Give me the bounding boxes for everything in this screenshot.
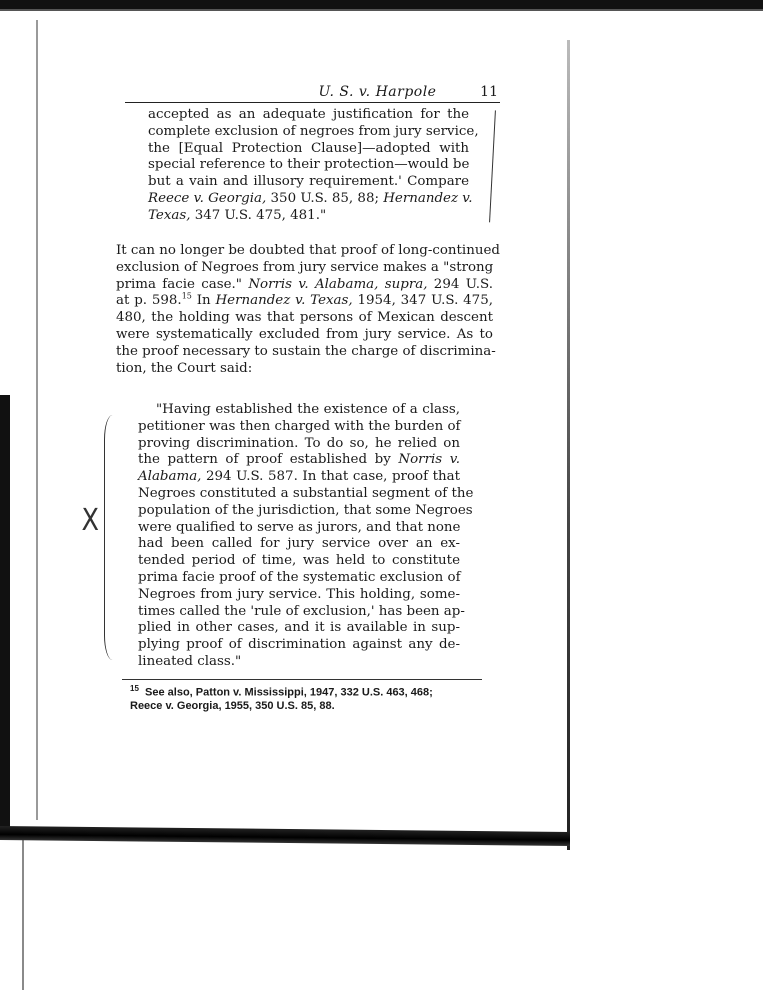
quote2-line: Alabama, 294 U.S. 587. In that case, proof that [138, 469, 460, 485]
quote2-line: plying proof of discrimination against any de- [138, 637, 460, 653]
para-line: were systematically excluded from jury service. As to [116, 326, 493, 342]
quote2-line: lineated class." [138, 653, 242, 669]
quote2-line: the pattern of proof established by Norris v. [138, 452, 460, 468]
quote2-line: were qualified to serve as jurors, and that none [138, 519, 461, 535]
quote1-line: Texas, 347 U.S. 475, 481." [148, 207, 327, 223]
quote2-line: petitioner was then charged with the burden of [138, 418, 461, 434]
quote2-line: population of the jurisdiction, that some Negroes [138, 502, 473, 518]
page-header [125, 84, 500, 103]
handwritten-x-mark: X [81, 503, 100, 538]
quote2-line: proving discrimination. To do so, he relied on [138, 435, 460, 451]
quote1-line: special reference to their protection—would be [148, 157, 470, 173]
quote1-line: accepted as an adequate justification for the [148, 107, 469, 122]
page-bottom-edge [0, 826, 570, 846]
para-line: at p. 598.15 In Hernandez v. Texas, 1954, 347 U.S. 475, [116, 291, 493, 309]
quote2-line: Negroes from jury service. This holding, some- [138, 586, 460, 602]
scan-top-border [0, 0, 763, 9]
block-quote-continued [148, 107, 479, 225]
body-paragraph [116, 243, 500, 377]
para-line: prima facie case." Norris v. Alabama, supra, 294 U.S. [116, 276, 493, 292]
footnote-line-1 [130, 682, 480, 700]
footnote-marker: 15 [130, 684, 139, 693]
quote1-line: Reece v. Georgia, 350 U.S. 85, 88; Hernandez v. [148, 190, 473, 206]
para-line: exclusion of Negroes from jury service makes a "strong [116, 259, 494, 275]
scan-left-shadow [0, 395, 10, 840]
quote1-line: complete exclusion of negroes from jury service, [148, 123, 479, 139]
quote2-line: Negroes constituted a substantial segment of the [138, 485, 474, 501]
scan-left-edge-lower [22, 840, 24, 990]
quote2-line: times called the 'rule of exclusion,' has been ap- [138, 603, 465, 619]
quote2-line: "Having established the existence of a class, [156, 402, 460, 417]
para-line: 480, the holding was that persons of Mexican descent [116, 310, 493, 326]
quote2-line: tended period of time, was held to constitute [138, 553, 460, 569]
quote2-line: plied in other cases, and it is available in sup- [138, 620, 460, 636]
quote2-line: prima facie proof of the systematic exclusion of [138, 569, 461, 585]
quote1-line: but a vain and illusory requirement.' Compare [148, 174, 469, 190]
page-right-edge [567, 40, 570, 850]
footnote-text-2: Reece v. Georgia, 1955, 350 U.S. 85, 88. [130, 699, 335, 712]
running-head: U. S. v. Harpole [318, 84, 437, 100]
page-number: 11 [480, 84, 498, 100]
footnote-rule [122, 679, 482, 680]
scan-left-edge [36, 20, 38, 820]
block-quote-hernandez [138, 402, 474, 671]
footnote [130, 682, 480, 713]
para-line: tion, the Court said: [116, 360, 253, 376]
margin-bracket-left [104, 415, 121, 660]
quote2-line: had been called for jury service over an ex- [138, 536, 460, 552]
para-line: the proof necessary to sustain the charge of discrimina- [116, 343, 496, 359]
para-line: It can no longer be doubted that proof of long-continued [116, 243, 500, 258]
footnote-text-1: See also, Patton v. Mississippi, 1947, 332 U.S. 463, 468; [145, 686, 433, 699]
quote1-line: the [Equal Protection Clause]—adopted with [148, 140, 469, 156]
